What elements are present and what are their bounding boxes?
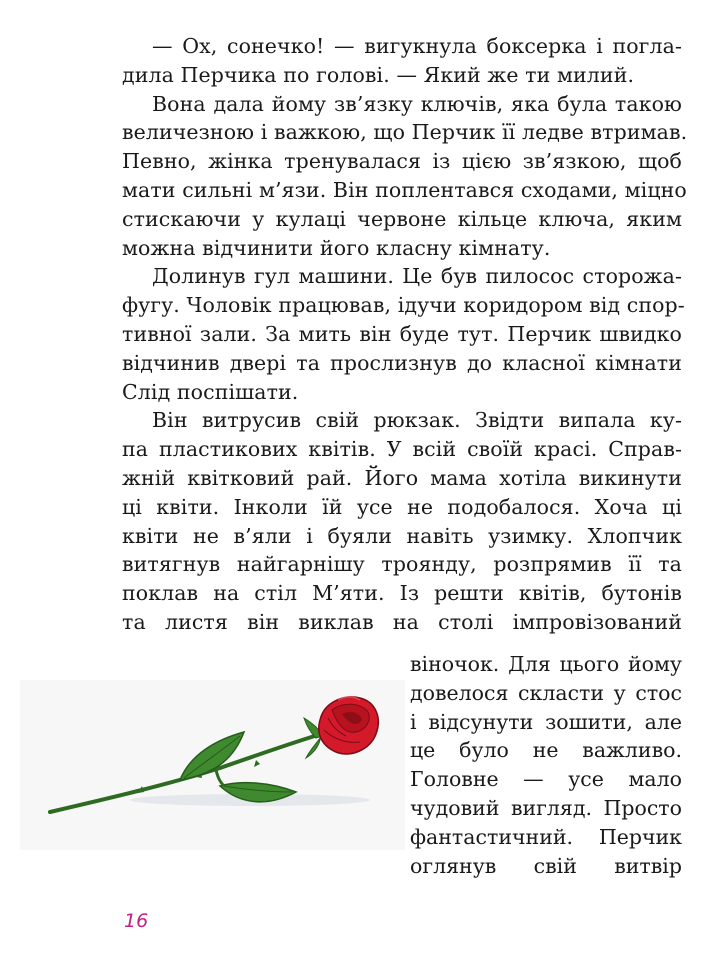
rose-illustration — [20, 680, 405, 850]
text-line: фантастичний. Перчик — [410, 824, 682, 849]
text-line: — Ох, сонечко! — вигукнула боксерка і погла- — [152, 34, 682, 58]
text-line: дила Перчика по голові. — Який же ти милий. — [122, 62, 635, 87]
text-line: та листя він виклав на столі імпровізований — [122, 609, 682, 634]
text-line: стискаючи у кулаці червоне кільце ключа, яким — [122, 206, 682, 231]
wrapped-text — [410, 650, 682, 880]
text-line: Долинув гул машини. Це був пилосос сторожа- — [152, 264, 682, 289]
text-line: мати сильні м’язи. Він поплентався сходами, міцно — [122, 177, 687, 202]
text-line: можна відчинити його класну кімнату. — [122, 235, 551, 260]
text-line: величезною і важкою, що Перчик її ледве втримав. — [122, 120, 688, 145]
text-line: це було не важливо. — [410, 738, 682, 763]
text-line: довелося скласти у стос — [410, 680, 682, 705]
text-line: ці квіти. Інколи їй усе не подобалося. Хоча ці — [122, 494, 682, 519]
text-line: Вона дала йому зв’язку ключів, яка була такою — [152, 91, 682, 116]
main-text — [122, 32, 688, 637]
text-line: відчинив двері та прослизнув до класної кімнати — [122, 350, 682, 375]
page-number: 16 — [124, 910, 149, 932]
text-line: Певно, жінка тренувалася із цією зв’язкою, щоб — [122, 149, 682, 174]
text-line: віночок. Для цього йому — [410, 652, 682, 676]
text-line: витягнув найгарнішу троянду, розпрямив її та — [122, 552, 682, 577]
text-line: Слід поспішати. — [122, 379, 299, 404]
rose-icon — [20, 680, 405, 850]
text-line: оглянув свій витвір — [410, 853, 682, 878]
text-line: тивної зали. За мить він буде тут. Перчик швидко — [122, 321, 682, 346]
text-line: па пластикових квітів. У всій своїй красі. Справ- — [122, 437, 682, 462]
text-line: квіти не в’яли і буяли навіть узимку. Хлопчик — [122, 523, 682, 548]
text-line: поклав на стіл М’яти. Із решти квітів, бутонів — [122, 581, 682, 606]
text-line: жній квітковий рай. Його мама хотіла викинути — [122, 465, 682, 490]
text-line: чудовий вигляд. Просто — [410, 795, 682, 820]
text-line: фугу. Чоловік працював, ідучи коридором від спор- — [122, 293, 685, 318]
text-line: Він витрусив свій рюкзак. Звідти випала ку- — [152, 408, 682, 433]
text-line: і відсунути зошити, але — [410, 709, 682, 734]
text-line: Головне — усе мало — [410, 767, 682, 792]
